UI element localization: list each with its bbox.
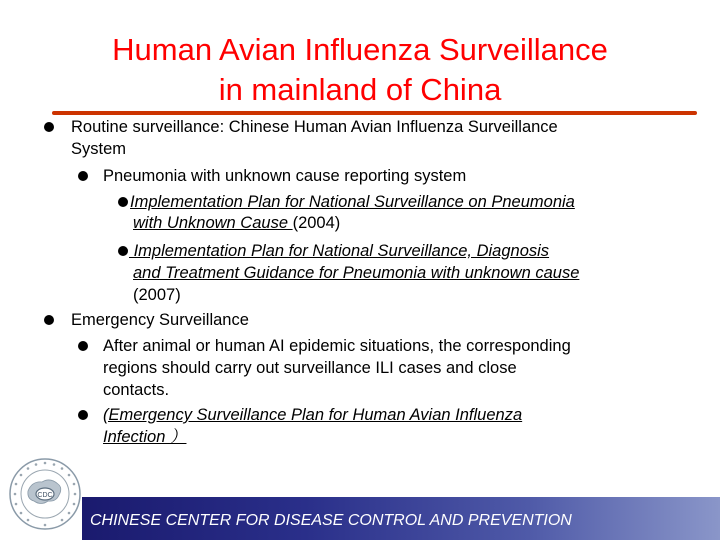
cdc-logo-text: CDC bbox=[37, 492, 53, 499]
slide-title-line-2: in mainland of China bbox=[218, 72, 502, 107]
title-divider bbox=[52, 111, 697, 115]
document-link-plan-2007-cont[interactable]: and Treatment Guidance for Pneumonia with unknown cause bbox=[133, 264, 580, 282]
bullet-dot-icon bbox=[78, 341, 88, 351]
document-link-emergency-plan[interactable]: (Emergency Surveillance Plan for Human Avian Influenza bbox=[103, 406, 523, 424]
slide-title bbox=[0, 30, 720, 110]
slide-title-line-1: Human Avian Influenza Surveillance bbox=[112, 32, 608, 67]
bullet-dot-icon bbox=[78, 410, 88, 420]
document-link-emergency-plan-cont[interactable]: Infection ） bbox=[103, 428, 187, 446]
bullet-dot-icon bbox=[78, 171, 88, 181]
cdc-logo-icon bbox=[6, 455, 84, 533]
bullet-dot-icon bbox=[44, 315, 54, 325]
bullet-text-cont: System bbox=[71, 140, 127, 158]
bullet-text: After animal or human AI epidemic situations, the corresponding bbox=[103, 337, 571, 355]
document-link-plan-2007[interactable]: Implementation Plan for National Surveillance, Diagnosis bbox=[129, 242, 550, 260]
document-link-plan-2004-cont[interactable]: with Unknown Cause bbox=[133, 214, 293, 232]
document-link-plan-2004[interactable]: Implementation Plan for National Surveillance on Pneumonia bbox=[130, 193, 575, 211]
bullet-text: Pneumonia with unknown cause reporting system bbox=[103, 167, 467, 185]
bullet-dot-icon bbox=[44, 122, 54, 132]
footer-organization-name: CHINESE CENTER FOR DISEASE CONTROL AND PREVENTION bbox=[90, 512, 572, 529]
bullet-text-cont: contacts. bbox=[103, 381, 170, 399]
bullet-dot-icon bbox=[118, 197, 128, 207]
year-label: (2007) bbox=[133, 286, 181, 304]
bullet-text-cont: regions should carry out surveillance ILI cases and close bbox=[103, 359, 517, 377]
year-label: (2004) bbox=[292, 214, 341, 232]
bullet-text: Emergency Surveillance bbox=[71, 311, 249, 329]
bullet-text-cont bbox=[133, 212, 340, 234]
bullet-text: Routine surveillance: Chinese Human Avian Influenza Surveillance bbox=[71, 118, 558, 136]
bullet-dot-icon bbox=[118, 246, 128, 256]
cdc-logo bbox=[6, 455, 84, 533]
